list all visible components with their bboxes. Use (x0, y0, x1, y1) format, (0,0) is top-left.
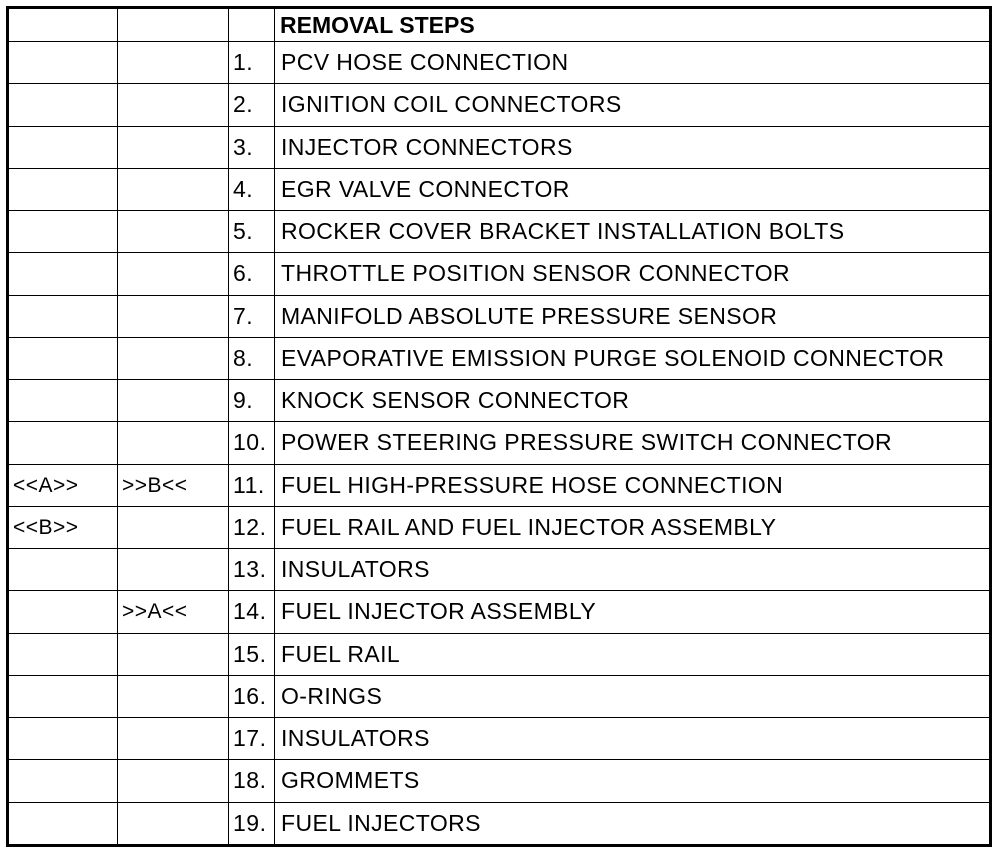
step-description: PCV HOSE CONNECTION (275, 42, 991, 84)
install-reference (8, 718, 118, 760)
step-row (8, 422, 991, 464)
step-number: 15. (229, 633, 275, 675)
step-number: 2. (229, 84, 275, 126)
step-row (8, 84, 991, 126)
install-reference (8, 633, 118, 675)
step-description: INJECTOR CONNECTORS (275, 126, 991, 168)
install-reference (8, 168, 118, 210)
step-row (8, 295, 991, 337)
install-reference (8, 211, 118, 253)
install-reference (8, 760, 118, 802)
step-row (8, 802, 991, 846)
install-reference (8, 42, 118, 84)
step-description: INSULATORS (275, 718, 991, 760)
steps-body (8, 42, 991, 846)
step-row (8, 718, 991, 760)
step-description: FUEL INJECTORS (275, 802, 991, 846)
step-number: 1. (229, 42, 275, 84)
install-reference (8, 675, 118, 717)
removal-reference (118, 802, 229, 846)
removal-reference (118, 295, 229, 337)
install-reference (8, 380, 118, 422)
step-number: 9. (229, 380, 275, 422)
removal-reference (118, 253, 229, 295)
step-description: O-RINGS (275, 675, 991, 717)
step-description: EVAPORATIVE EMISSION PURGE SOLENOID CONNECTOR (275, 337, 991, 379)
removal-reference (118, 168, 229, 210)
step-description: ROCKER COVER BRACKET INSTALLATION BOLTS (275, 211, 991, 253)
removal-reference (118, 549, 229, 591)
removal-reference (118, 506, 229, 548)
step-row (8, 168, 991, 210)
removal-reference (118, 337, 229, 379)
step-description: FUEL HIGH-PRESSURE HOSE CONNECTION (275, 464, 991, 506)
removal-reference (118, 760, 229, 802)
step-description: GROMMETS (275, 760, 991, 802)
install-reference: <<B>> (8, 506, 118, 548)
step-row (8, 464, 991, 506)
step-row (8, 633, 991, 675)
install-reference (8, 253, 118, 295)
removal-reference: >>B<< (118, 464, 229, 506)
install-reference (8, 802, 118, 846)
step-number: 13. (229, 549, 275, 591)
install-reference (8, 126, 118, 168)
install-reference (8, 337, 118, 379)
step-description: FUEL INJECTOR ASSEMBLY (275, 591, 991, 633)
step-number: 3. (229, 126, 275, 168)
step-description: THROTTLE POSITION SENSOR CONNECTOR (275, 253, 991, 295)
removal-reference: >>A<< (118, 591, 229, 633)
step-row (8, 337, 991, 379)
install-reference (8, 422, 118, 464)
install-reference: <<A>> (8, 464, 118, 506)
removal-reference (118, 84, 229, 126)
step-number: 7. (229, 295, 275, 337)
step-number: 19. (229, 802, 275, 846)
step-row (8, 760, 991, 802)
step-description: INSULATORS (275, 549, 991, 591)
step-description: POWER STEERING PRESSURE SWITCH CONNECTOR (275, 422, 991, 464)
step-row (8, 506, 991, 548)
removal-reference (118, 633, 229, 675)
step-row (8, 675, 991, 717)
step-row (8, 591, 991, 633)
removal-reference (118, 380, 229, 422)
step-row (8, 126, 991, 168)
step-description: FUEL RAIL (275, 633, 991, 675)
removal-steps-table (6, 6, 992, 847)
step-number: 12. (229, 506, 275, 548)
step-row (8, 42, 991, 84)
removal-reference (118, 422, 229, 464)
install-reference (8, 84, 118, 126)
step-number: 5. (229, 211, 275, 253)
header-num-cell (229, 8, 275, 42)
step-row (8, 211, 991, 253)
step-number: 14. (229, 591, 275, 633)
step-number: 8. (229, 337, 275, 379)
install-reference (8, 549, 118, 591)
header-row (8, 8, 991, 42)
step-row (8, 253, 991, 295)
step-number: 18. (229, 760, 275, 802)
header-ref-b-cell (118, 8, 229, 42)
removal-reference (118, 42, 229, 84)
step-description: FUEL RAIL AND FUEL INJECTOR ASSEMBLY (275, 506, 991, 548)
step-description: IGNITION COIL CONNECTORS (275, 84, 991, 126)
step-number: 11. (229, 464, 275, 506)
install-reference (8, 591, 118, 633)
header-ref-a-cell (8, 8, 118, 42)
step-description: MANIFOLD ABSOLUTE PRESSURE SENSOR (275, 295, 991, 337)
step-description: EGR VALVE CONNECTOR (275, 168, 991, 210)
step-number: 4. (229, 168, 275, 210)
step-row (8, 380, 991, 422)
removal-reference (118, 675, 229, 717)
step-number: 10. (229, 422, 275, 464)
install-reference (8, 295, 118, 337)
step-row (8, 549, 991, 591)
step-number: 6. (229, 253, 275, 295)
step-number: 17. (229, 718, 275, 760)
removal-reference (118, 211, 229, 253)
removal-reference (118, 718, 229, 760)
removal-reference (118, 126, 229, 168)
removal-steps-heading: REMOVAL STEPS (275, 8, 991, 42)
step-description: KNOCK SENSOR CONNECTOR (275, 380, 991, 422)
step-number: 16. (229, 675, 275, 717)
